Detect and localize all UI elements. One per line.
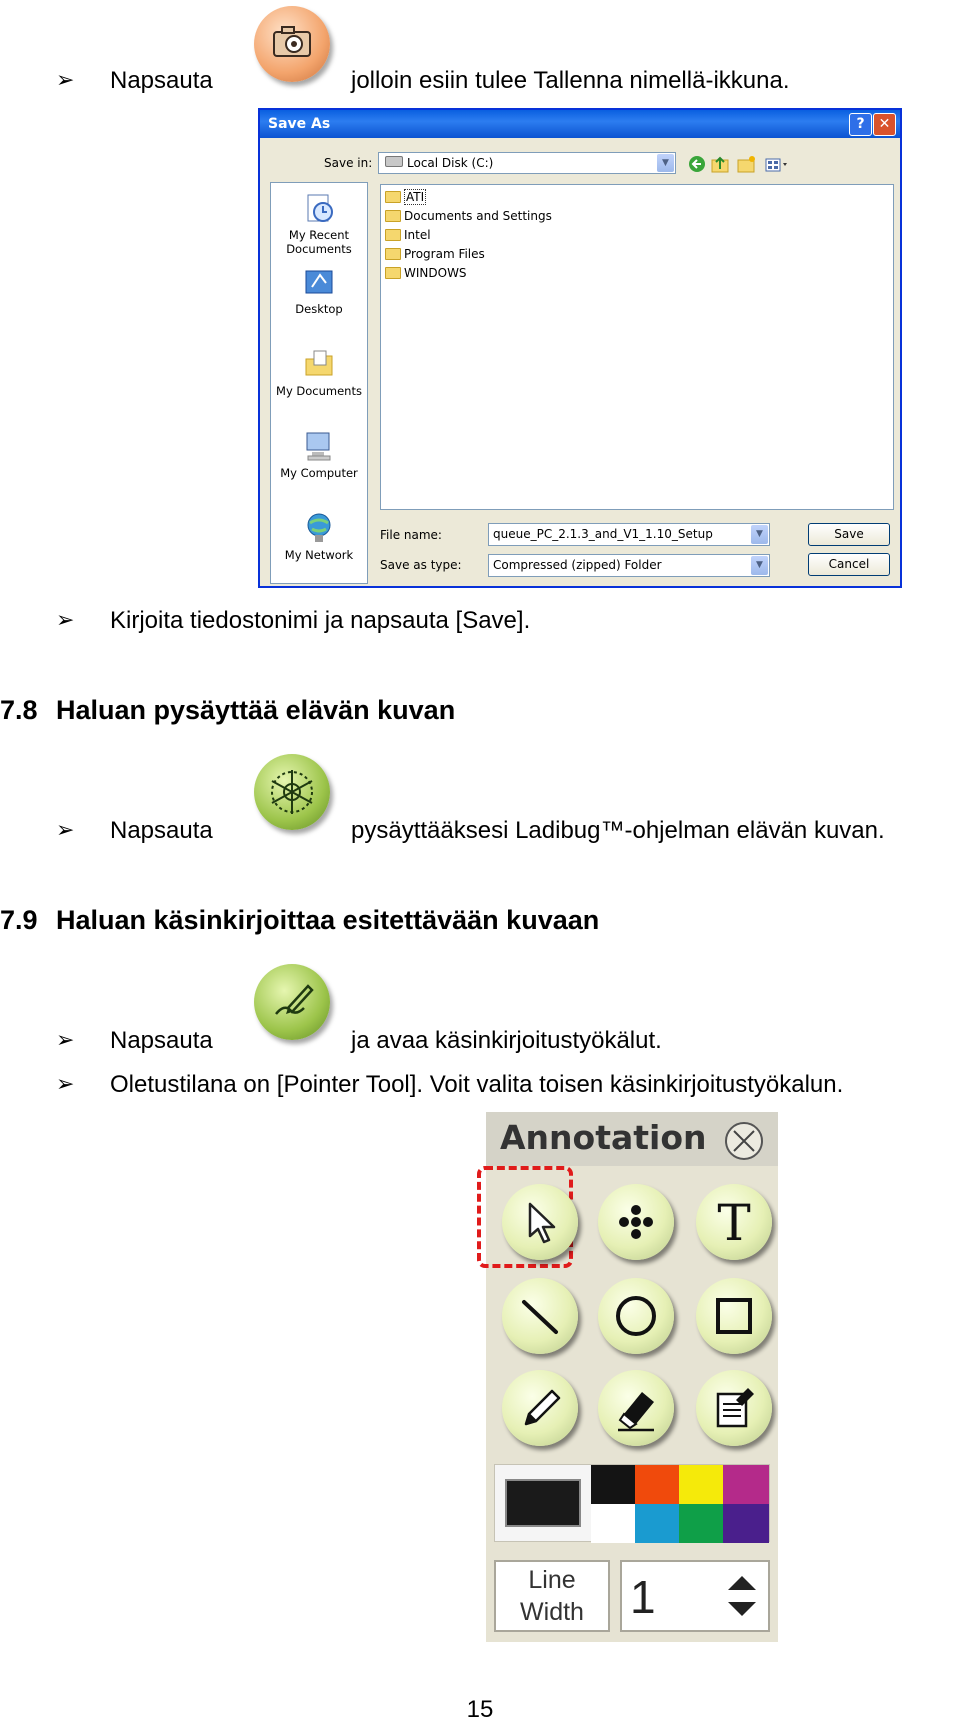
line-width-stepper[interactable] [620, 1560, 770, 1632]
my-network-icon [302, 511, 336, 545]
step-text: ja avaa käsinkirjoitustyökälut. [351, 1027, 662, 1054]
place-label: My Network [284, 548, 354, 562]
pointer-tool-button[interactable] [502, 1184, 578, 1260]
color-palette [494, 1464, 770, 1542]
save-as-dialog [258, 108, 902, 588]
section-title: Haluan käsinkirjoittaa esitettävään kuvaan [56, 905, 600, 935]
pen-tool-button[interactable] [502, 1370, 578, 1446]
color-swatch[interactable] [591, 1465, 635, 1504]
section-number: 7.9 [0, 905, 38, 935]
place-my-documents[interactable] [271, 347, 367, 398]
rectangle-icon [696, 1278, 772, 1354]
save-as-type-value: Compressed (zipped) Folder [493, 558, 662, 572]
decrement-arrow-icon[interactable] [728, 1602, 756, 1616]
dialog-titlebar [260, 110, 900, 138]
chevron-down-icon[interactable]: ▼ [751, 525, 768, 544]
line-tool-button[interactable] [502, 1278, 578, 1354]
color-swatch[interactable] [635, 1504, 679, 1543]
place-label: Desktop [295, 302, 343, 316]
views-menu-icon[interactable] [766, 159, 787, 171]
my-documents-icon [302, 347, 336, 381]
up-folder-icon[interactable] [712, 158, 728, 172]
new-folder-icon[interactable] [738, 156, 755, 172]
list-item[interactable]: Intel [385, 227, 431, 243]
rectangle-tool-button[interactable] [696, 1278, 772, 1354]
section-title: Haluan pysäyttää elävän kuvan [56, 695, 456, 725]
file-name-label: File name: [380, 528, 442, 542]
bullet-arrow: ➢ [56, 608, 75, 633]
step-text: Napsauta [110, 1027, 213, 1054]
place-label: My Recent Documents [286, 228, 352, 256]
step-text: Kirjoita tiedostonimi ja napsauta [Save]. [110, 607, 531, 634]
save-button[interactable]: Save [808, 523, 890, 546]
folder-icon [385, 210, 401, 222]
place-my-network[interactable] [271, 511, 367, 562]
page-number: 15 [466, 1696, 494, 1723]
help-button[interactable]: ? [849, 113, 872, 136]
line-width-label-line2: Width [520, 1598, 584, 1626]
recent-documents-icon [302, 191, 336, 225]
desktop-icon [302, 265, 336, 299]
color-swatch[interactable] [723, 1504, 769, 1543]
color-swatch[interactable] [679, 1465, 723, 1504]
step-text: Napsauta [110, 817, 213, 844]
circle-icon [598, 1278, 674, 1354]
text-icon: T [717, 1194, 751, 1252]
close-icon[interactable] [720, 1120, 768, 1162]
step-text: jolloin esiin tulee Tallenna nimellä-ikkuna. [351, 67, 790, 94]
annotation-header [486, 1112, 778, 1166]
line-icon [502, 1278, 578, 1354]
bullet-arrow: ➢ [56, 1072, 75, 1097]
place-recent[interactable] [271, 191, 367, 256]
section-number: 7.8 [0, 695, 38, 725]
clear-page-icon [696, 1370, 772, 1446]
line-width-label-line1: Line [528, 1566, 576, 1594]
folder-icon [385, 191, 401, 203]
save-in-label: Save in: [324, 156, 373, 170]
file-list[interactable] [380, 184, 894, 510]
file-name-input[interactable] [488, 523, 770, 546]
bullet-arrow: ➢ [56, 1028, 75, 1053]
save-as-type-select[interactable] [488, 554, 770, 577]
text-tool-button[interactable] [696, 1184, 772, 1260]
list-item[interactable]: Documents and Settings [385, 208, 552, 224]
cancel-button[interactable]: Cancel [808, 553, 890, 576]
color-swatch[interactable] [591, 1504, 635, 1543]
place-label: My Computer [280, 466, 358, 480]
line-width-label [494, 1560, 610, 1632]
eraser-icon [598, 1370, 674, 1446]
move-tool-button[interactable] [598, 1184, 674, 1260]
camera-button-icon[interactable] [254, 6, 330, 82]
folder-icon [385, 267, 401, 279]
pointer-icon [502, 1184, 578, 1260]
color-swatch[interactable] [679, 1504, 723, 1543]
color-swatch[interactable] [635, 1465, 679, 1504]
annotation-button-icon[interactable] [254, 964, 330, 1040]
my-computer-icon [302, 429, 336, 463]
pencil-icon [502, 1370, 578, 1446]
list-item[interactable]: Program Files [385, 246, 485, 262]
freeze-button-icon[interactable] [254, 754, 330, 830]
color-swatch[interactable] [723, 1465, 769, 1504]
place-desktop[interactable] [271, 265, 367, 316]
circle-tool-button[interactable] [598, 1278, 674, 1354]
chevron-down-icon[interactable]: ▼ [751, 556, 768, 575]
chevron-down-icon[interactable]: ▼ [657, 154, 674, 172]
drive-icon [385, 156, 403, 167]
move-icon [598, 1184, 674, 1260]
step-text: Napsauta [110, 67, 213, 94]
save-in-value: Local Disk (C:) [407, 156, 494, 170]
folder-icon [385, 229, 401, 241]
places-bar [270, 182, 368, 584]
list-item[interactable]: WINDOWS [385, 265, 467, 281]
folder-icon [385, 248, 401, 260]
step-text: Oletustilana on [Pointer Tool]. Voit valita toisen käsinkirjoitustyökalun. [110, 1071, 844, 1098]
step-text: pysäyttääksesi Ladibug™-ohjelman elävän kuvan. [351, 817, 885, 844]
list-item[interactable]: ATI [385, 189, 426, 205]
clear-tool-button[interactable] [696, 1370, 772, 1446]
increment-arrow-icon[interactable] [728, 1576, 756, 1590]
back-icon[interactable] [689, 156, 705, 172]
close-button[interactable]: ✕ [873, 113, 896, 136]
file-name-value: queue_PC_2.1.3_and_V1_1.10_Setup [493, 527, 713, 541]
eraser-tool-button[interactable] [598, 1370, 674, 1446]
annotation-panel [486, 1112, 778, 1642]
bullet-arrow: ➢ [56, 68, 75, 93]
save-in-select[interactable] [378, 152, 676, 174]
place-label: My Documents [276, 384, 362, 398]
current-color-swatch[interactable] [505, 1479, 581, 1527]
line-width-value: 1 [630, 1571, 656, 1623]
annotation-title: Annotation [500, 1118, 707, 1157]
save-as-type-label: Save as type: [380, 558, 462, 572]
dialog-title: Save As [268, 116, 331, 132]
bullet-arrow: ➢ [56, 818, 75, 843]
place-my-computer[interactable] [271, 429, 367, 480]
